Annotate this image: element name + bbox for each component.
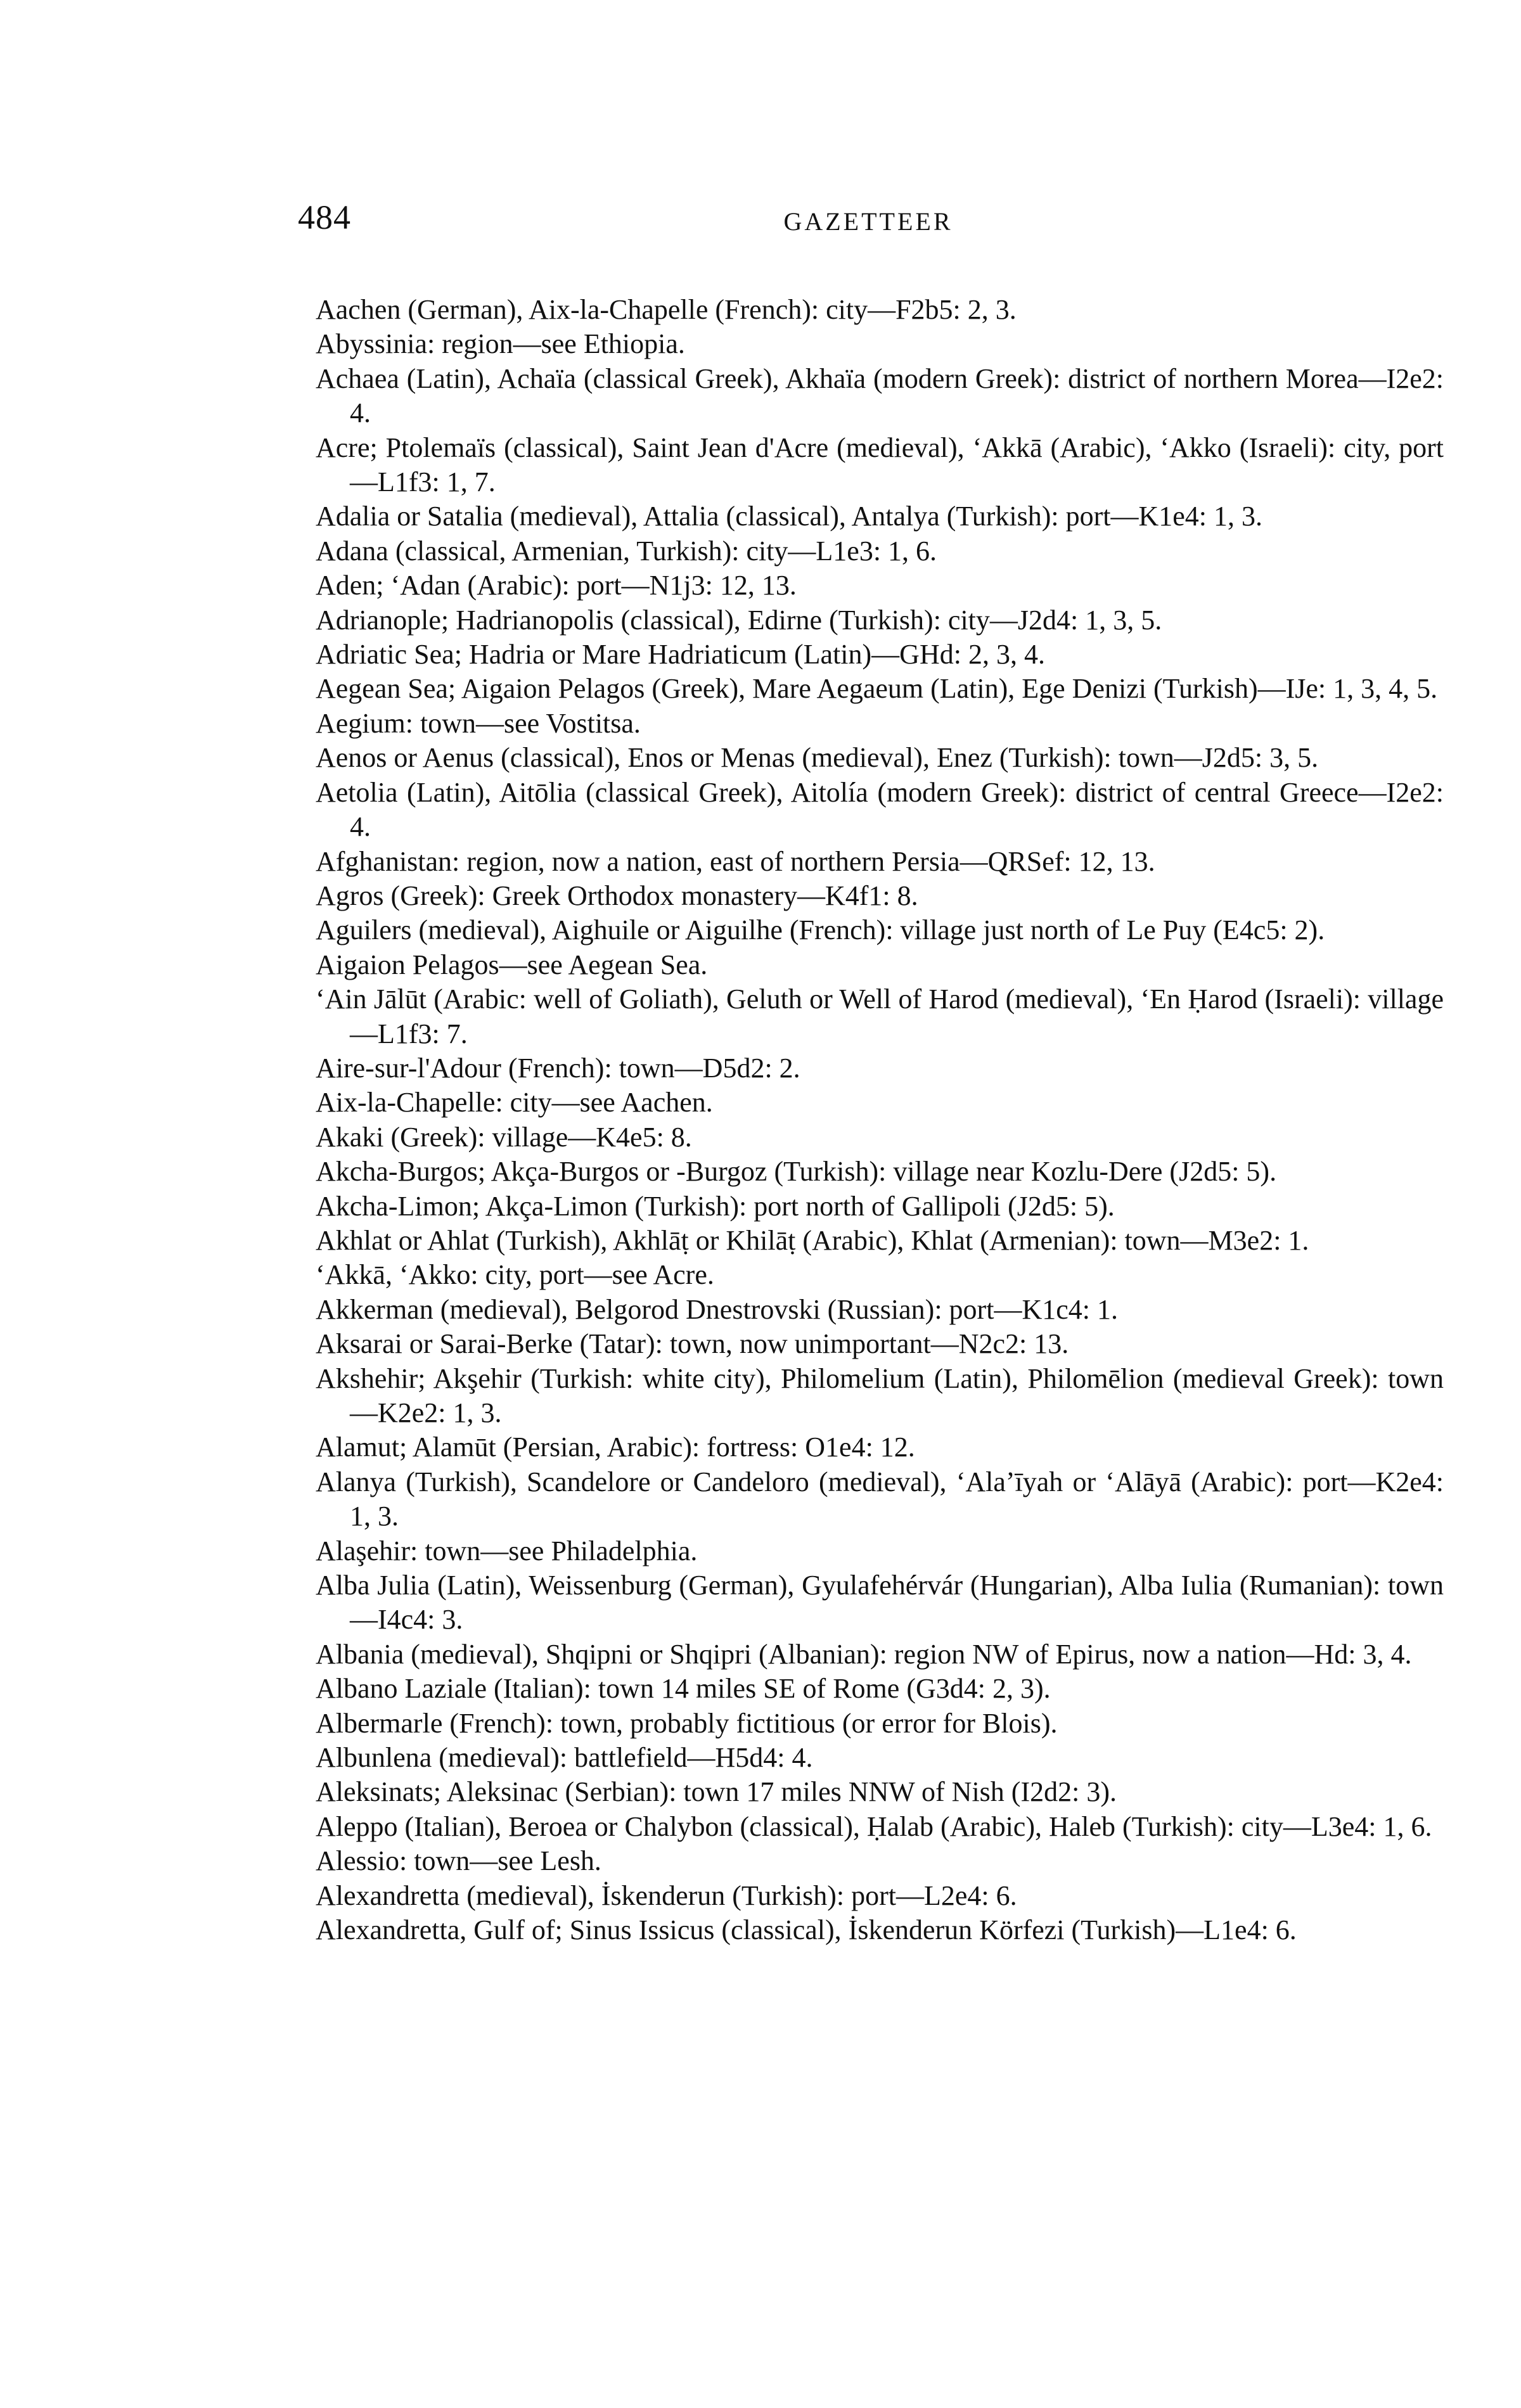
- gazetteer-entry: ʻAkkā, ʻAkko: city, port—see Acre.: [316, 1259, 714, 1291]
- gazetteer-entry: Alaşehir: town—see Philadelphia.: [316, 1535, 698, 1566]
- gazetteer-entry: Akkerman (medieval), Belgorod Dnestrovski (Russian): port—K1c4: 1.: [316, 1293, 1118, 1325]
- gazetteer-entry: Aden; ʻAdan (Arabic): port—N1j3: 12, 13.: [316, 570, 797, 601]
- gazetteer-entry: Afghanistan: region, now a nation, east of northern Persia—QRSef: 12, 13.: [316, 845, 1155, 877]
- gazetteer-entry: Aigaion Pelagos—see Aegean Sea.: [316, 949, 708, 980]
- gazetteer-entry: Alamut; Alamūt (Persian, Arabic): fortress: O1e4: 12.: [316, 1431, 915, 1463]
- page-number: 484: [298, 198, 351, 236]
- gazetteer-entry: Akhlat or Ahlat (Turkish), Akhlāṭ or Khilāṭ (Arabic), Khlat (Armenian): town—M3e2: 1.: [316, 1224, 1309, 1256]
- gazetteer-entry: Alessio: town—see Lesh.: [316, 1845, 601, 1877]
- gazetteer-entry: ʻAin Jālūt (Arabic: well of Goliath), Geluth or Well of Harod (medieval), ʻEn Ḥarod (Israeli): village—L1f3: 7.: [316, 983, 1444, 1049]
- gazetteer-entry: Achaea (Latin), Achaïa (classical Greek), Akhaïa (modern Greek): district of northern Morea—I2e2: 4.: [316, 362, 1444, 429]
- gazetteer-entry: Alexandretta (medieval), İskenderun (Turkish): port—L2e4: 6.: [316, 1880, 1017, 1911]
- gazetteer-entry: Aksarai or Sarai-Berke (Tatar): town, now unimportant—N2c2: 13.: [316, 1328, 1069, 1360]
- gazetteer-entry: Akcha-Limon; Akça-Limon (Turkish): port north of Gallipoli (J2d5: 5).: [316, 1190, 1115, 1222]
- gazetteer-entry: Aetolia (Latin), Aitōlia (classical Greek), Aitolía (modern Greek): district of central Greece—I2e2: 4.: [316, 776, 1444, 843]
- gazetteer-entry: Akshehir; Akşehir (Turkish: white city), Philomelium (Latin), Philomēlion (medieval Greek): town—K2e2: 1, 3.: [316, 1362, 1444, 1428]
- gazetteer-entry: Albermarle (French): town, probably fictitious (or error for Blois).: [316, 1707, 1058, 1739]
- gazetteer-entry: Alexandretta, Gulf of; Sinus Issicus (classical), İskenderun Körfezi (Turkish)—L1e4: 6.: [316, 1914, 1297, 1946]
- gazetteer-entry: Aix-la-Chapelle: city—see Aachen.: [316, 1087, 713, 1118]
- gazetteer-entry: Adalia or Satalia (medieval), Attalia (classical), Antalya (Turkish): port—K1e4: 1, 3.: [316, 501, 1263, 532]
- running-head: [298, 198, 1439, 248]
- gazetteer-entry: Agros (Greek): Greek Orthodox monastery—K4f1: 8.: [316, 880, 918, 911]
- gazetteer-entry: Aleppo (Italian), Beroea or Chalybon (classical), Ḥalab (Arabic), Haleb (Turkish): city—L3e4: 1, 6.: [316, 1810, 1432, 1842]
- gazetteer-entry: Adriatic Sea; Hadria or Mare Hadriaticum (Latin)—GHd: 2, 3, 4.: [316, 639, 1045, 670]
- gazetteer-entry: Abyssinia: region—see Ethiopia.: [316, 328, 685, 360]
- gazetteer-entry: Aenos or Aenus (classical), Enos or Menas (medieval), Enez (Turkish): town—J2d5: 3, 5.: [316, 742, 1319, 774]
- gazetteer-entry: Aegean Sea; Aigaion Pelagos (Greek), Mare Aegaeum (Latin), Ege Denizi (Turkish)—IJe: 1, 3, 4, 5.: [316, 673, 1438, 705]
- gazetteer-entry: Albunlena (medieval): battlefield—H5d4: 4.: [316, 1742, 813, 1774]
- gazetteer-entry: Aleksinats; Aleksinac (Serbian): town 17 miles NNW of Nish (I2d2: 3).: [316, 1776, 1117, 1808]
- gazetteer-entry: Aachen (German), Aix-la-Chapelle (French): city—F2b5: 2, 3.: [316, 294, 1017, 325]
- gazetteer-entry: Akcha-Burgos; Akça-Burgos or -Burgoz (Turkish): village near Kozlu-Dere (J2d5: 5).: [316, 1156, 1277, 1188]
- gazetteer-entry-list: [316, 293, 1444, 1948]
- gazetteer-entry: Albano Laziale (Italian): town 14 miles SE of Rome (G3d4: 2, 3).: [316, 1673, 1051, 1705]
- gazetteer-entry: Adana (classical, Armenian, Turkish): city—L1e3: 1, 6.: [316, 535, 937, 567]
- gazetteer-entry: Akaki (Greek): village—K4e5: 8.: [316, 1121, 692, 1153]
- gazetteer-entry: Alba Julia (Latin), Weissenburg (German), Gyulafehérvár (Hungarian), Alba Iulia (Rumanian): town—I4c4: 3.: [316, 1570, 1444, 1636]
- gazetteer-entry: Aguilers (medieval), Aighuile or Aiguilhe (French): village just north of Le Puy (E4c5: 2).: [316, 914, 1325, 946]
- gazetteer-entry: Albania (medieval), Shqipni or Shqipri (Albanian): region NW of Epirus, now a nation—Hd: 3, 4.: [316, 1638, 1412, 1670]
- gazetteer-entry: Alanya (Turkish), Scandelore or Candeloro (medieval), ʻAlaʼīyah or ʻAlāyā (Arabic): port—K2e4: 1, 3.: [316, 1466, 1444, 1532]
- gazetteer-entry: Adrianople; Hadrianopolis (classical), Edirne (Turkish): city—J2d4: 1, 3, 5.: [316, 604, 1162, 636]
- gazetteer-entry: Acre; Ptolemaïs (classical), Saint Jean d'Acre (medieval), ʻAkkā (Arabic), ʻAkko (Israeli): city, port—L1f3: 1, 7.: [316, 432, 1444, 498]
- gazetteer-entry: Aegium: town—see Vostitsa.: [316, 707, 641, 739]
- gazetteer-entry: Aire-sur-l'Adour (French): town—D5d2: 2.: [316, 1052, 800, 1084]
- section-title: GAZETTEER: [783, 207, 953, 236]
